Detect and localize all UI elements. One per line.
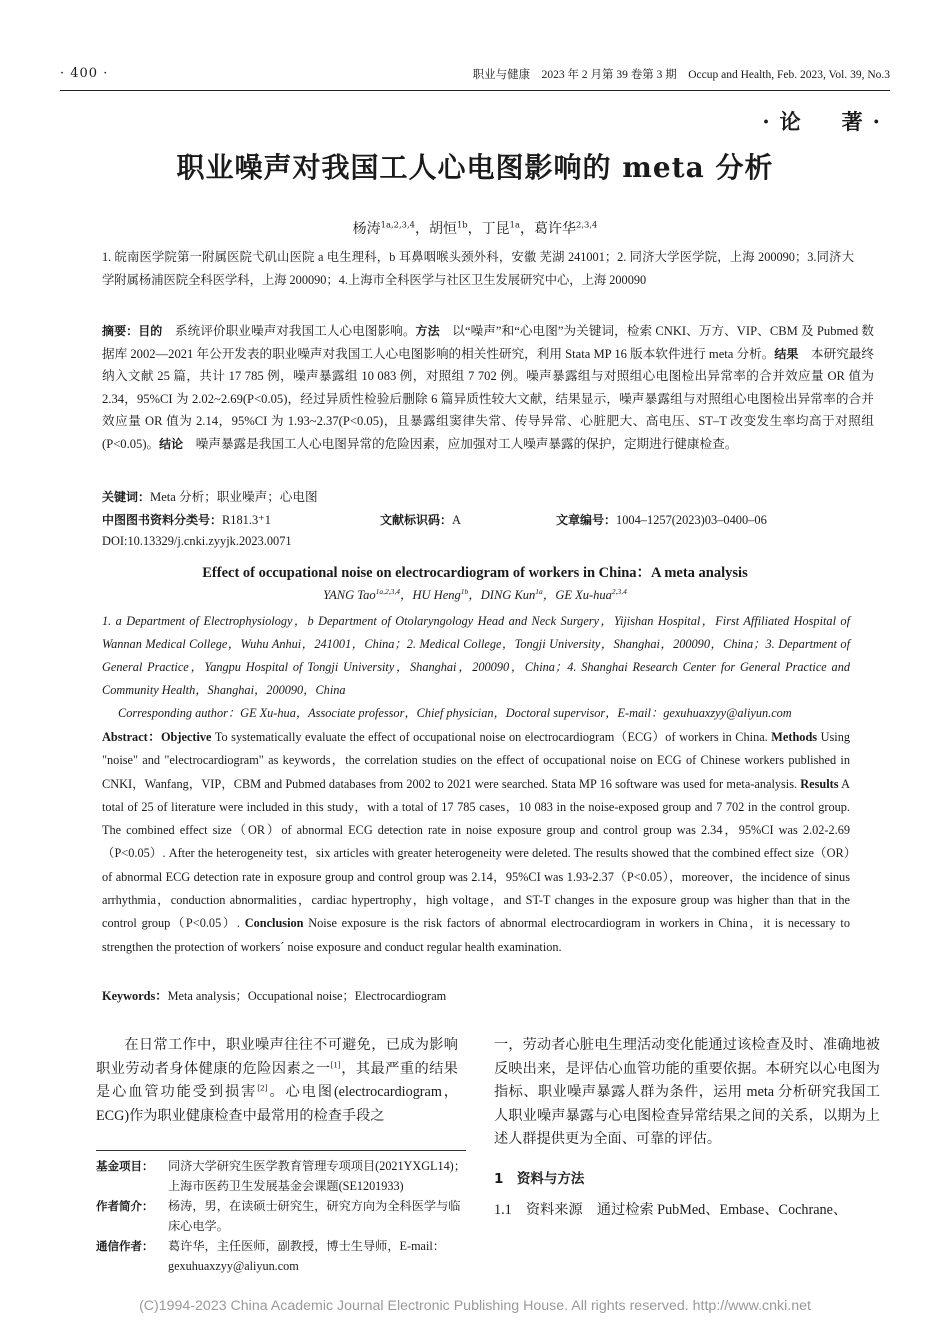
citation-link[interactable]: [1] (330, 1058, 341, 1069)
body-text: 在日常工作中，职业噪声往往不可避免，已成为影响职业劳动者身体健康的危险因素之一 (96, 1037, 458, 1077)
methods-label: Methods (771, 730, 818, 744)
body-column-right (494, 1034, 880, 1223)
author-affil-sup: 1b (460, 586, 469, 596)
results-label: 结果 (774, 346, 799, 361)
author-affil-sup: 2,3,4 (611, 586, 627, 596)
author-name: 丁昆 (481, 221, 510, 237)
authors-chinese: 杨涛$^{1a,2,3,4}$，胡恒$^{1b}$，丁昆$^{1a}$，葛许华$^{2,3,4}$ (352, 219, 598, 237)
keywords-value: Meta 分析；职业噪声；心电图 (150, 490, 318, 504)
footnote-text: 葛许华，主任医师，副教授，博士生导师，E-mail：gexuhuaxzyy@aliyun.com (168, 1239, 445, 1273)
objective-text: To systematically evaluate the effect of occupational noise on electrocardiogram（ECG）of workers in China. (211, 730, 772, 744)
citation-link[interactable]: [2] (257, 1082, 268, 1093)
affiliations-chinese: 1. 皖南医学院第一附属医院弋矶山医院 a 电生理科，b 耳鼻咽喉头颈外科，安徽 芜湖 241001；2. 同济大学医学院，上海 200090；3.同济大学附属杨浦医院全科医学科，上海 200090；4.上海市全科医学与社区卫生发展研究中心，上海 200090 (102, 250, 854, 287)
author-name: 胡恒 (428, 221, 457, 237)
footnote-label: 基金项目： (96, 1159, 154, 1173)
article-value: 1004–1257(2023)03–0400–06 (616, 513, 767, 527)
conclusion-label: Conclusion (244, 916, 304, 931)
document-code (380, 511, 461, 528)
abstract-label: Abstract： (102, 730, 161, 744)
body-text: 通过检索 PubMed、Embase、Cochrane、 (582, 1202, 848, 1218)
footnotes (96, 1156, 468, 1276)
author-affil-sup: 1a,2,3,4 (380, 219, 415, 230)
footnote-label: 作者简介： (96, 1199, 154, 1213)
keywords-label: 关键词： (102, 490, 151, 504)
clc-number (102, 511, 271, 528)
corresponding-author-english: Corresponding author：GE Xu-hua，Associate professor，Chief physician，Doctoral supervisor，E-mail：gexuhuaxzyy@aliyun.com (118, 706, 792, 720)
footnote-text: 杨涛，男，在读硕士研究生，研究方向为全科医学与临床心电学。 (168, 1199, 461, 1233)
author-affil-sup: 1a (509, 219, 520, 230)
page-number: · 400 · (60, 66, 109, 81)
journal-info: 职业与健康 2023 年 2 月第 39 卷第 3 期 Occup and Health, Feb. 2023, Vol. 39, No.3 (472, 69, 890, 81)
conclusion-text: Noise exposure is the risk factors of abnormal electrocardiogram in workers in China，it is necessary to strengthen the protection of workers´ noise exposure and conduct regular health examination. (102, 916, 850, 954)
subsection-heading: 1.1 资料来源 (494, 1202, 583, 1218)
author-name: YANG Tao (323, 588, 376, 602)
author-name: DING Kun (480, 588, 536, 602)
author-affil-sup: 1b (456, 219, 468, 230)
authors-english: YANG Tao$^{1a,2,3,4}$，HU Heng$^{1b}$，DING Kun$^{1a}$，GE Xu-hua$^{2,3,4}$ (323, 586, 627, 602)
running-head (60, 66, 890, 86)
keywords-chinese (102, 486, 874, 505)
objective-label: Objective (160, 730, 212, 744)
affiliations-english: 1. a Department of Electrophysiology，b Department of Otolaryngology Head and Neck Surgery，Yijishan Hospital，First Affiliated Hospital of Wannan Medical College，Wuhu Anhui，241001，China；2. Medical College，Tongji University，Shanghai，200090，China；3. Department of General Practice，Yangpu Hospital of Tongji University，Shanghai，200090，China；4. Shanghai Research Center for General Practice and Community Health，Shanghai，200090，China (102, 614, 850, 697)
footnote-text: 同济大学研究生医学教育管理专项项目(2021YXGL14)；上海市医药卫生发展基金会课题(SE1201933) (168, 1159, 466, 1193)
author-name: GE Xu-hua (555, 588, 612, 602)
objective-text: 系统评价职业噪声对我国工人心电图影响。 (162, 324, 416, 338)
results-text: 本研究最终纳入文献 25 篇，共计 17 785 例，噪声暴露组 10 083 例，对照组 7 702 例。噪声暴露组与对照组心电图检出异常率的合并效应量 OR 值为 2.34，95%CI 为 2.02~2.69(P<0.05)，经过异质性检验后删除 6 篇异质性较大文献，结果显示，噪声暴露组与对照组心电图检出异常率的合并效应量 OR 值为 2.14，95%CI 为 1.93~2.37(P<0.05)，且暴露组窦律失常、传导异常、心脏肥大、高电压、ST–T 改变发生率均高于对照组(P<0.05)。 (102, 346, 875, 451)
body-paragraph: 一，劳动者心脏电生理活动变化能通过该检查及时、准确地被反映出来，是评估心血管功能的重要依据。本研究以心电图为指标、职业噪声暴露人群为条件，运用 meta 分析研究我国工人职业噪声暴露与心电图检查异常结果之间的关系，以期为上述人群提供更为全面、可靠的评估。 (494, 1037, 880, 1147)
methods-label: 方法 (415, 324, 440, 338)
conclusion-text: 噪声暴露是我国工人心电图异常的危险因素，应加强对工人噪声暴露的保护，定期进行健康检查。 (183, 436, 738, 451)
results-label: Results (800, 776, 839, 791)
objective-label: 目的 (138, 324, 163, 338)
abstract-chinese (102, 320, 874, 455)
section-label: ·论 著· (762, 109, 890, 134)
body-paragraph (96, 1034, 458, 1128)
classification-row (102, 511, 874, 529)
doc-label: 文献标识码： (380, 513, 453, 527)
doi: DOI:10.13329/j.cnki.zyyjk.2023.0071 (102, 534, 292, 548)
footnote-corresponding (96, 1236, 468, 1276)
keywords-value: Meta analysis；Occupational noise；Electrocardiogram (167, 989, 447, 1003)
title-english: Effect of occupational noise on electrocardiogram of workers in China：A meta analysis (202, 565, 748, 581)
author-name: HU Heng (412, 588, 461, 602)
body-text: ，其最严重的结果是心血管功能受到损害 (96, 1060, 458, 1100)
author-name: 葛许华 (534, 221, 576, 237)
title-chinese: 职业噪声对我国工人心电图影响的 meta 分析 (176, 151, 774, 184)
clc-label: 中图图书资料分类号： (102, 513, 223, 527)
author-name: 杨涛 (352, 221, 381, 237)
body-text: 。心电图(electrocardiogram，ECG)作为职业健康检查中最常用的检查手段之 (96, 1084, 458, 1124)
results-text: A total of 25 of literature were included in this study，with a total of 17 785 cases，10 083 in the noise-exposed group and 7 702 in the control group. The combined effect size（OR）of abnormal ECG detection rate in noise exposure group and control group was 2.34，95%CI was 2.02-2.69（P<0.05）. After the heterogeneity test，six articles with greater heterogeneity were deleted. The results showed that the combined effect size（OR）of abnormal ECG detection rate in exposure group and control group was 2.14，95%CI was 1.93-2.37（P<0.05），moreover，the incidence of sinus arrhythmia，conduction abnormalities，cardiac hypertrophy，high voltage，and ST-T changes in the exposure group was higher than that in the control group（P<0.05）. (102, 776, 850, 931)
conclusion-label: 结论 (159, 436, 184, 451)
doc-value: A (452, 513, 461, 527)
footnote-label: 通信作者： (96, 1239, 154, 1253)
subsection-paragraph (494, 1199, 880, 1223)
abstract-label: 摘要： (102, 324, 139, 338)
keywords-label: Keywords： (102, 989, 168, 1003)
keywords-english (102, 986, 446, 1004)
section-heading: 1 资料与方法 (494, 1170, 585, 1187)
footnote-rule (96, 1150, 466, 1151)
methods-text: Using "noise" and "electrocardiogram" as keywords，the correlation studies on the effect of occupational noise on ECG of Chinese workers published in CNKI，Wanfang，VIP，CBM and Pubmed databases from 2002 to 2021 were searched. Stata MP 16 software was used for meta-analysis. (102, 730, 850, 791)
article-label: 文章编号： (556, 513, 617, 527)
footnote-author-bio (96, 1196, 468, 1236)
clc-value: R181.3⁺1 (222, 513, 271, 527)
footnote-funding (96, 1156, 468, 1196)
author-affil-sup: 1a,2,3,4 (375, 586, 400, 596)
article-number (556, 511, 767, 528)
author-affil-sup: 1a (535, 586, 543, 596)
author-affil-sup: 2,3,4 (576, 219, 598, 230)
body-column-left (96, 1034, 458, 1128)
abstract-english (102, 726, 850, 959)
methods-text: 以“噪声”和“心电图”为关键词，检索 CNKI、万方、VIP、CBM 及 Pubmed 数据库 2002—2021 年公开发表的职业噪声对我国工人心电图影响的相关性研究，利用 Stata MP 16 版本软件进行 meta 分析。 (102, 324, 874, 361)
header-rule (60, 90, 890, 91)
copyright-watermark: (C)1994-2023 China Academic Journal Electronic Publishing House. All rights reserved. http://www.cnki.net (139, 1298, 811, 1314)
